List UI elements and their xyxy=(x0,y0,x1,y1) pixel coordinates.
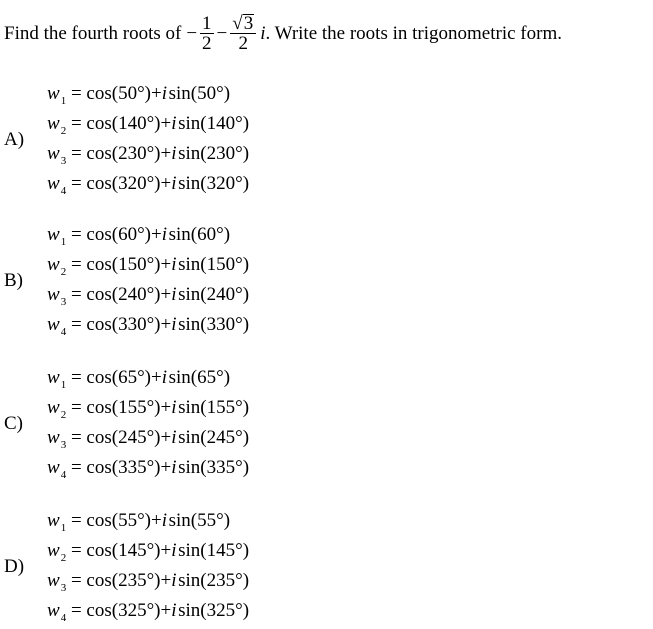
root-var: w xyxy=(47,173,60,194)
root-line: $w_2 = \cos(145^\circ)+i$ sin(145°) xyxy=(47,540,250,564)
root-angle: 335° xyxy=(206,457,243,478)
root-angle: 145° xyxy=(206,540,243,561)
root-subscript: 1 xyxy=(60,95,67,107)
choice-label[interactable]: B) xyxy=(4,270,23,291)
imaginary-unit: i xyxy=(260,23,266,44)
radicand: 3 xyxy=(243,13,254,34)
root-line: $w_3 = \cos(230^\circ)+i$ sin(230°) xyxy=(47,143,250,167)
root-angle: 245° xyxy=(206,427,243,448)
root-line: $w_1 = \cos(50^\circ)+i$ sin(50°) xyxy=(47,83,231,107)
sqrt-icon: √ xyxy=(232,13,243,34)
root-line: $w_2 = \cos(150^\circ)+i$ sin(150°) xyxy=(47,254,250,278)
root-var: w xyxy=(47,254,60,275)
root-line: $w_1 = \cos(55^\circ)+i$ sin(55°) xyxy=(47,510,231,534)
root-angle: 330° xyxy=(118,314,155,335)
root-angle: 240° xyxy=(118,284,155,305)
root-line: $w_1 = \cos(65^\circ)+i$ sin(65°) xyxy=(47,367,231,391)
minus-sign: − xyxy=(216,23,228,44)
root-line: $w_1 = \cos(60^\circ)+i$ sin(60°) xyxy=(47,224,231,248)
root-angle: 60° xyxy=(118,224,145,245)
root-line: $w_3 = \cos(245^\circ)+i$ sin(245°) xyxy=(47,427,250,451)
root-subscript: 1 xyxy=(60,379,67,391)
root-line: $w_4 = \cos(320^\circ)+i$ sin(320°) xyxy=(47,173,250,197)
root-var: w xyxy=(47,600,60,621)
question-text xyxy=(4,8,562,60)
root-angle: 145° xyxy=(118,540,155,561)
root-line: $w_3 = \cos(235^\circ)+i$ sin(235°) xyxy=(47,570,250,594)
root-line: $w_3 = \cos(240^\circ)+i$ sin(240°) xyxy=(47,284,250,308)
root-var: w xyxy=(47,314,60,335)
root-subscript: 2 xyxy=(60,409,67,421)
root-angle: 65° xyxy=(118,367,145,388)
root-angle: 235° xyxy=(118,570,155,591)
fraction-denominator: 2 xyxy=(238,33,248,54)
fraction-denominator: 2 xyxy=(202,33,212,54)
choice-label[interactable]: D) xyxy=(4,556,25,577)
root-var: w xyxy=(47,457,60,478)
root-line: $w_4 = \cos(330^\circ)+i$ sin(330°) xyxy=(47,314,250,338)
root-subscript: 1 xyxy=(60,236,67,248)
root-angle: 50° xyxy=(197,83,224,104)
choice-label[interactable]: A) xyxy=(4,129,25,150)
root-var: w xyxy=(47,224,60,245)
root-angle: 330° xyxy=(206,314,243,335)
root-var: w xyxy=(47,284,60,305)
root-var: w xyxy=(47,510,60,531)
root-angle: 230° xyxy=(206,143,243,164)
root-angle: 235° xyxy=(206,570,243,591)
root-subscript: 4 xyxy=(60,612,67,624)
question-suffix: . Write the roots in trigonometric form. xyxy=(265,23,562,44)
fraction-one-half xyxy=(200,14,214,54)
root-angle: 140° xyxy=(206,113,243,134)
root-var: w xyxy=(47,570,60,591)
root-angle: 65° xyxy=(197,367,224,388)
root-var: w xyxy=(47,367,60,388)
root-var: w xyxy=(47,427,60,448)
minus-sign: − xyxy=(186,23,198,44)
root-subscript: 3 xyxy=(60,582,67,594)
root-line: $w_4 = \cos(335^\circ)+i$ sin(335°) xyxy=(47,457,250,481)
root-angle: 325° xyxy=(206,600,243,621)
root-angle: 335° xyxy=(118,457,155,478)
root-subscript: 4 xyxy=(60,469,67,481)
choice-label[interactable]: C) xyxy=(4,413,23,434)
root-angle: 55° xyxy=(197,510,224,531)
root-var: w xyxy=(47,397,60,418)
root-angle: 320° xyxy=(118,173,155,194)
root-angle: 155° xyxy=(118,397,155,418)
root-angle: 150° xyxy=(206,254,243,275)
root-var: w xyxy=(47,83,60,104)
root-angle: 60° xyxy=(197,224,224,245)
root-subscript: 3 xyxy=(60,296,67,308)
fraction-sqrt3-half xyxy=(230,14,256,54)
root-angle: 55° xyxy=(118,510,145,531)
root-subscript: 1 xyxy=(60,522,67,534)
root-var: w xyxy=(47,143,60,164)
root-angle: 325° xyxy=(118,600,155,621)
root-angle: 155° xyxy=(206,397,243,418)
root-var: w xyxy=(47,113,60,134)
root-angle: 140° xyxy=(118,113,155,134)
root-angle: 320° xyxy=(206,173,243,194)
root-subscript: 2 xyxy=(60,552,67,564)
root-subscript: 4 xyxy=(60,185,67,197)
root-subscript: 2 xyxy=(60,125,67,137)
fraction-numerator xyxy=(230,14,256,33)
root-subscript: 2 xyxy=(60,266,67,278)
root-angle: 240° xyxy=(206,284,243,305)
root-angle: 230° xyxy=(118,143,155,164)
root-line: $w_2 = \cos(155^\circ)+i$ sin(155°) xyxy=(47,397,250,421)
root-line: $w_2 = \cos(140^\circ)+i$ sin(140°) xyxy=(47,113,250,137)
root-angle: 50° xyxy=(118,83,145,104)
root-angle: 150° xyxy=(118,254,155,275)
root-subscript: 3 xyxy=(60,155,67,167)
fraction-numerator: 1 xyxy=(202,13,212,34)
root-angle: 245° xyxy=(118,427,155,448)
root-line: $w_4 = \cos(325^\circ)+i$ sin(325°) xyxy=(47,600,250,624)
root-subscript: 3 xyxy=(60,439,67,451)
root-subscript: 4 xyxy=(60,326,67,338)
root-var: w xyxy=(47,540,60,561)
question-prefix: Find the fourth roots of xyxy=(4,23,182,44)
